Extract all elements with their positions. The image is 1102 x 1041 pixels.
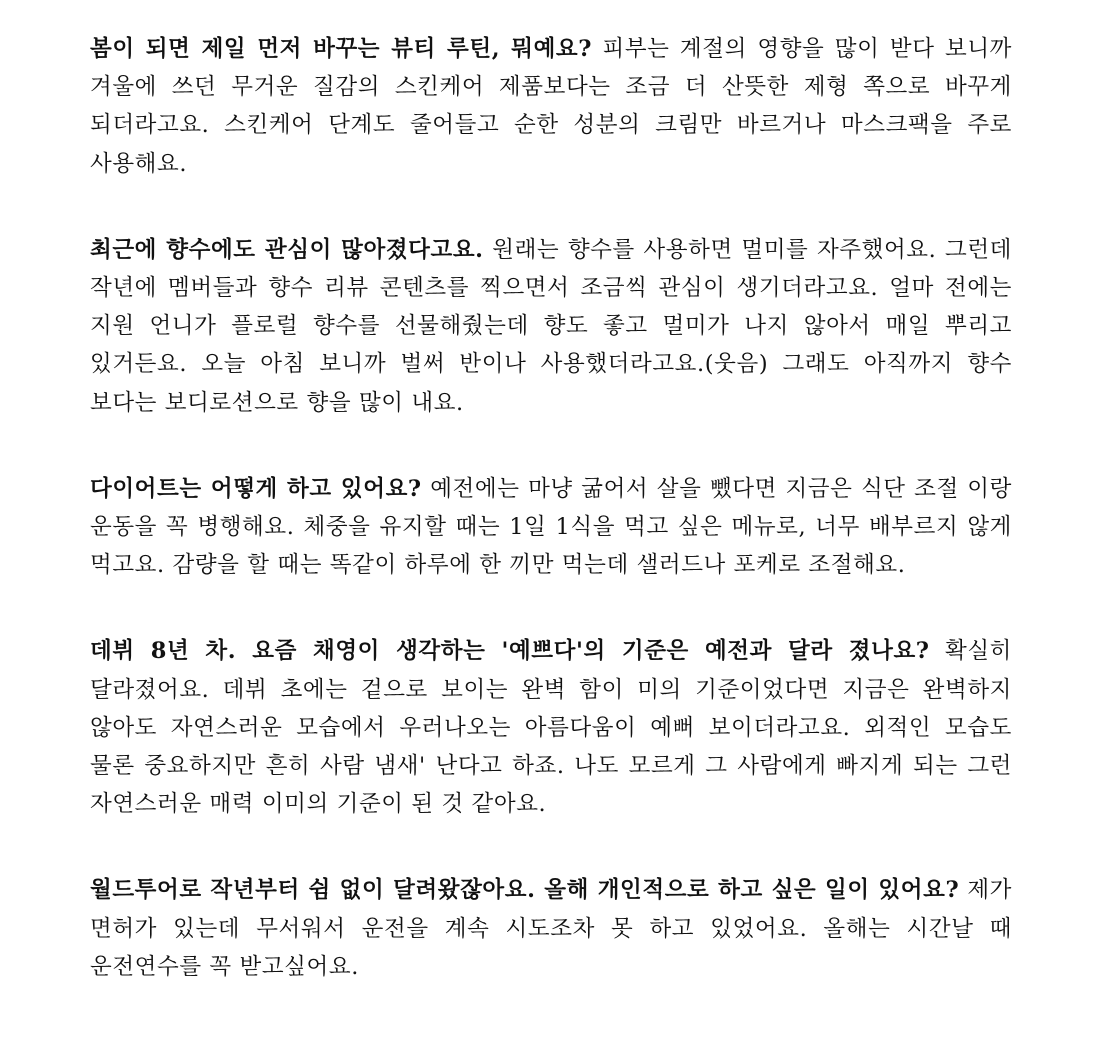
- qa-block-this-year-plan: [90, 871, 1012, 986]
- answer-text: 피부는 계절의 영향을 많이 받다 보니까 겨울에 쓰던 무거운 질감의 스킨케어 제품보다는 조금 더 산뜻한 제형 쪽으로 바꾸게 되더라고요. 스킨케어 단계도 줄어들고 순한 성분의 크림만 바르거나 마스크팩을 주로 사용해요.: [90, 36, 1013, 177]
- question-text: 데뷔 8년 차. 요즘 채영이 생각하는 '예쁘다'의 기준은 예전과 달라 졌나요?: [90, 638, 930, 665]
- answer-text: 제가 면허가 있는데 무서워서 운전을 계속 시도조차 못 하고 있었어요. 올해는 시간날 때 운전연수를 꼭 받고싶어요.: [90, 877, 1012, 980]
- answer-text: 예전에는 마냥 굶어서 살을 뺐다면 지금은 식단 조절 이랑 운동을 꼭 병행해요. 체중을 유지할 때는 1일 1식을 먹고 싶은 메뉴로, 너무 배부르지 않게 먹고요. 감량을 할 때는 똑같이 하루에 한 끼만 먹는데 샐러드나 포케로 조절해요.: [90, 475, 1012, 579]
- answer-text: 원래는 향수를 사용하면 멀미를 자주했어요. 그런데 작년에 멤버들과 향수 리뷰 콘텐츠를 찍으면서 조금씩 관심이 생기더라고요. 얼마 전에는 지원 언니가 플로럴 향수를 선물해줬는데 향도 좋고 멀미가 나지 않아서 매일 뿌리고 있거든요. 오늘 아침 보니까 벌써 반이나 사용했더라고요.(웃음) 그래도 아직까지 향수 보다는 보디로션으로 향을 많이 내요.: [90, 236, 1012, 416]
- question-text: 다이어트는 어떻게 하고 있어요?: [90, 475, 422, 502]
- qa-block-beauty-standard: [90, 632, 1012, 823]
- qa-block-spring-routine: [90, 30, 1012, 183]
- answer-text: 확실히 달라졌어요. 데뷔 초에는 겉으로 보이는 완벽 함이 미의 기준이었다면 지금은 완벽하지 않아도 자연스러운 모습에서 우러나오는 아름다움이 예뻐 보이더라고요. 외적인 모습도 물론 중요하지만 흔히 사람 냄새' 난다고 하죠. 나도 모르게 그 사람에게 빠지게 되는 그런 자연스러운 매력 이미의 기준이 된 것 같아요.: [90, 638, 1012, 818]
- question-text: 최근에 향수에도 관심이 많아졌다고요.: [90, 236, 484, 263]
- question-text: 월드투어로 작년부터 쉼 없이 달려왔잖아요. 올해 개인적으로 하고 싶은 일이 있어요?: [90, 877, 960, 904]
- qa-block-diet: [90, 470, 1012, 585]
- question-text: 봄이 되면 제일 먼저 바꾸는 뷰티 루틴, 뭐예요?: [90, 36, 593, 62]
- qa-block-perfume: [90, 231, 1012, 422]
